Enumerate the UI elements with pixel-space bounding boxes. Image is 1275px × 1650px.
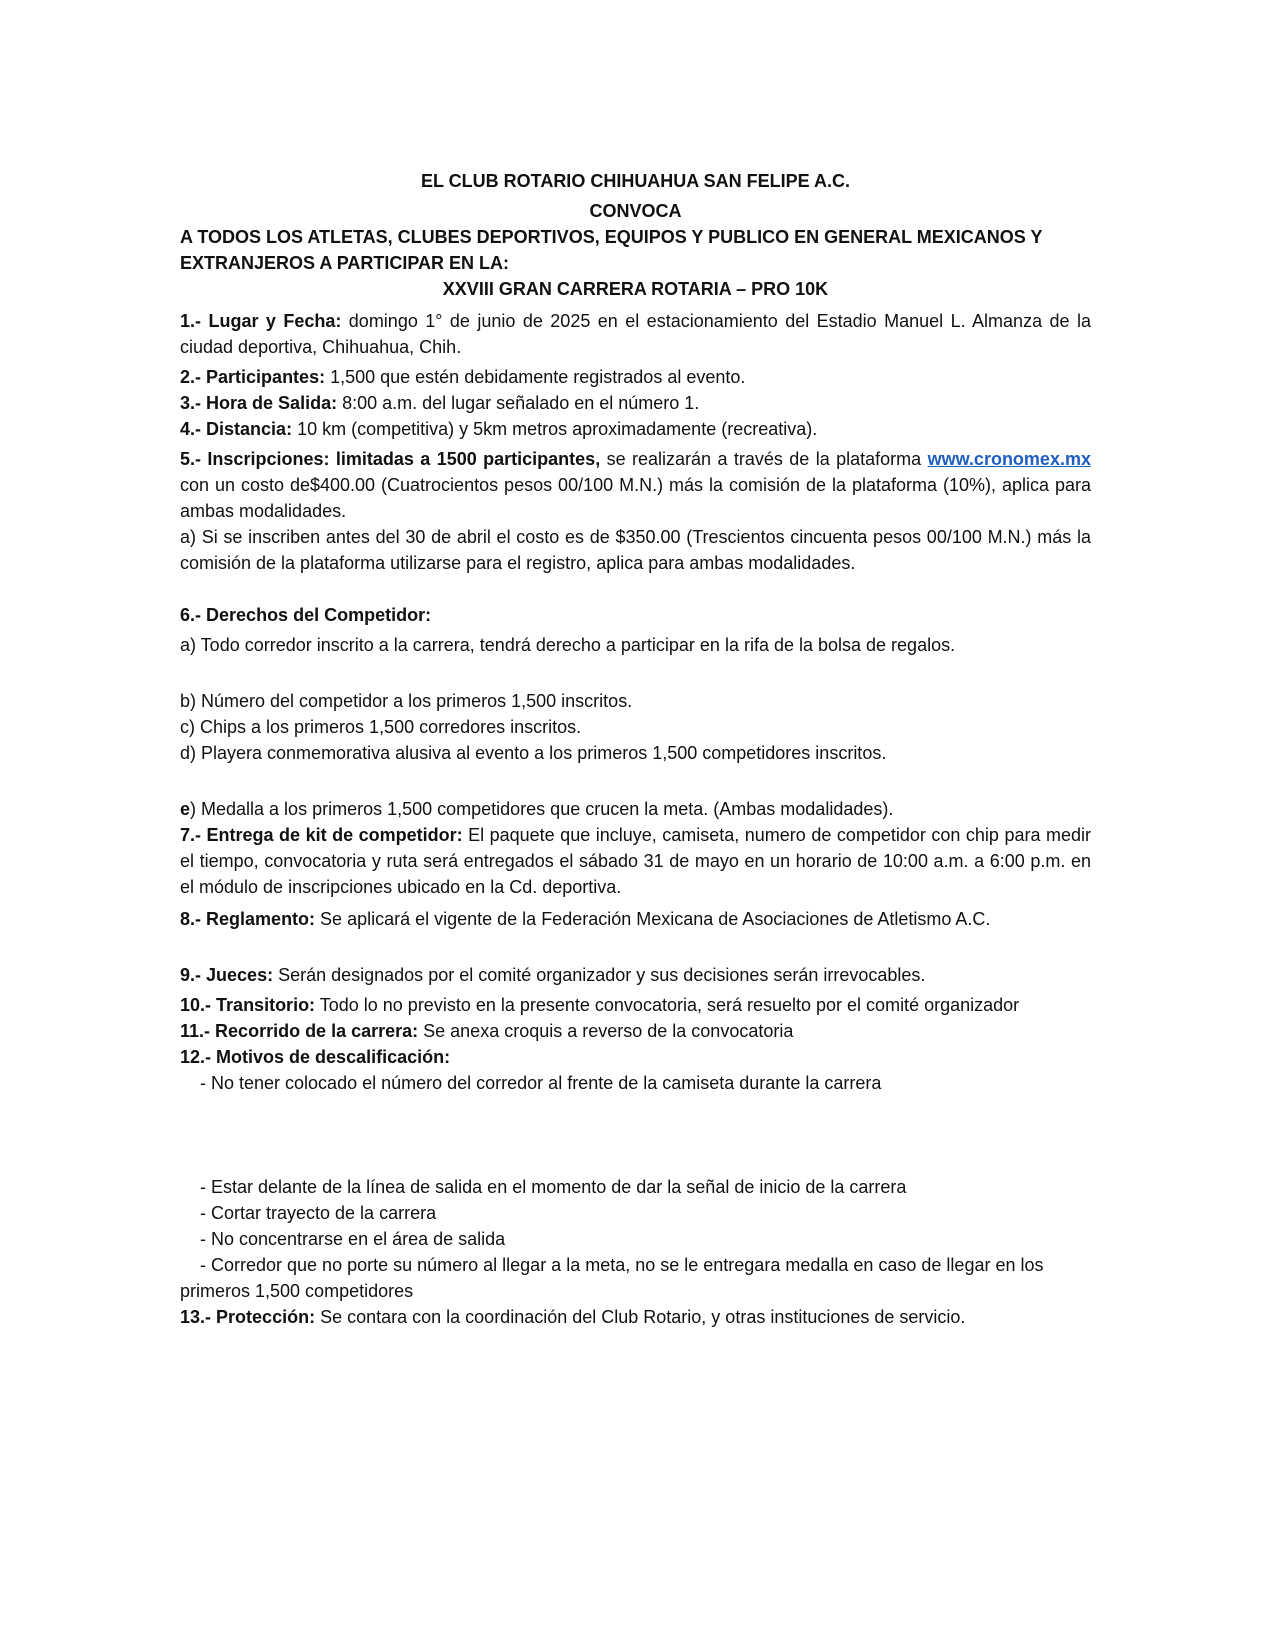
document-page — [180, 168, 1091, 1330]
section-number: 13.- — [180, 1307, 212, 1327]
convoca-heading: CONVOCA — [589, 201, 682, 221]
section-number: 11.- — [180, 1021, 211, 1041]
spacer — [180, 1122, 1091, 1148]
section-title: Jueces: — [206, 965, 274, 985]
section-number: 1.- — [180, 311, 202, 331]
cronomex-link[interactable]: www.cronomex.mx — [927, 449, 1091, 469]
section-title: Motivos de descalificación: — [216, 1047, 451, 1067]
event-title: XXVIII GRAN CARRERA ROTARIA – PRO 10K — [442, 279, 829, 299]
section-text: El paquete que incluye, camiseta, numero de competidor con chip para medir el tiempo, convocatoria y ruta será entregados el sábado 31 de mayo en un horario de 10:00 a.m. a 6:00 p.m. en el módulo de inscripciones ubicado en la Cd. deportiva. — [180, 825, 1091, 897]
section-10 — [180, 992, 1091, 1018]
section-number: 9.- — [180, 965, 202, 985]
section-6-item-e — [180, 796, 1091, 822]
section-text: Se aplicará el vigente de la Federación Mexicana de Asociaciones de Atletismo A.C. — [315, 909, 991, 929]
audience-line: A TODOS LOS ATLETAS, CLUBES DEPORTIVOS, EQUIPOS Y PUBLICO EN GENERAL MEXICANOS Y EXTRANJEROS A PARTICIPAR EN LA: — [180, 227, 1043, 273]
section-number: 5.- — [180, 449, 202, 469]
disqualification-item: - Estar delante de la línea de salida en el momento de dar la señal de inicio de la carrera — [200, 1177, 907, 1197]
disqualification-item: - Corredor que no porte su número al llegar a la meta, no se le entregara medalla en caso de llegar en los primeros 1,500 competidores — [180, 1255, 1044, 1301]
section-12-heading — [180, 1044, 1091, 1070]
spacer — [180, 1148, 1091, 1174]
section-number: 2.- — [180, 367, 202, 387]
section-text: 1,500 que estén debidamente registrados al evento. — [325, 367, 746, 387]
section-8 — [180, 906, 1091, 932]
section-text: 10 km (competitiva) y 5km metros aproximadamente (recreativa). — [292, 419, 818, 439]
section-text: Todo lo no previsto en la presente convocatoria, será resuelto por el comité organizador — [315, 995, 1020, 1015]
section-text: se realizarán a través de la plataforma — [600, 449, 928, 469]
section-6-heading — [180, 602, 1091, 628]
section-title: Derechos del Competidor: — [206, 605, 432, 625]
section-4 — [180, 416, 1091, 442]
section-title: Protección: — [216, 1307, 316, 1327]
section-text: Se contara con la coordinación del Club Rotario, y otras instituciones de servicio. — [315, 1307, 966, 1327]
spacer — [180, 766, 1091, 792]
section-number: 4.- — [180, 419, 202, 439]
section-number: 3.- — [180, 393, 202, 413]
section-number: 12.- — [180, 1047, 212, 1067]
spacer — [180, 576, 1091, 602]
section-title: Reglamento: — [206, 909, 316, 929]
section-6-item-a: a) Todo corredor inscrito a la carrera, tendrá derecho a participar en la rifa de la bolsa de regalos. — [180, 635, 956, 655]
section-3 — [180, 390, 1091, 416]
section-6-item-b: b) Número del competidor a los primeros 1,500 inscritos. — [180, 691, 633, 711]
section-title: Distancia: — [206, 419, 293, 439]
spacer — [180, 1096, 1091, 1122]
section-number: 7.- — [180, 825, 202, 845]
section-title: Recorrido de la carrera: — [215, 1021, 419, 1041]
section-11 — [180, 1018, 1091, 1044]
section-text: Se anexa croquis a reverso de la convocatoria — [418, 1021, 794, 1041]
section-title: Inscripciones: limitadas a 1500 participantes, — [207, 449, 601, 469]
disqualification-item: - No concentrarse en el área de salida — [200, 1229, 506, 1249]
section-5-item-a: a) Si se inscriben antes del 30 de abril el costo es de $350.00 (Trescientos cincuenta pesos 00/100 M.N.) más la comisión de la plataforma utilizarse para el registro, aplica para ambas modalidades. — [180, 527, 1091, 573]
section-number: 8.- — [180, 909, 202, 929]
section-9 — [180, 962, 1091, 988]
disqualification-item: - Cortar trayecto de la carrera — [200, 1203, 437, 1223]
org-title: EL CLUB ROTARIO CHIHUAHUA SAN FELIPE A.C. — [420, 171, 850, 191]
section-2 — [180, 364, 1091, 390]
section-1 — [180, 308, 1091, 360]
section-6-item-c: c) Chips a los primeros 1,500 corredores inscritos. — [180, 717, 582, 737]
section-title: Lugar y Fecha: — [208, 311, 342, 331]
disqualification-item: - No tener colocado el número del corredor al frente de la camiseta durante la carrera — [200, 1073, 882, 1093]
section-5 — [180, 446, 1091, 524]
section-7 — [180, 822, 1091, 900]
section-title: Transitorio: — [216, 995, 316, 1015]
spacer — [180, 658, 1091, 684]
section-text: domingo 1° de junio de 2025 en el estacionamiento del Estadio Manuel L. Almanza de la ciudad deportiva, Chihuahua, Chih. — [180, 311, 1091, 357]
section-number: 6.- — [180, 605, 202, 625]
section-number: 10.- — [180, 995, 212, 1015]
section-text: con un costo de$400.00 (Cuatrocientos pesos 00/100 M.N.) más la comisión de la plataforma (10%), aplica para ambas modalidades. — [180, 475, 1091, 521]
section-text: 8:00 a.m. del lugar señalado en el número 1. — [337, 393, 700, 413]
section-title: Hora de Salida: — [206, 393, 338, 413]
section-text: Serán designados por el comité organizador y sus decisiones serán irrevocables. — [273, 965, 926, 985]
section-title: Entrega de kit de competidor: — [206, 825, 463, 845]
section-6-item-d: d) Playera conmemorativa alusiva al evento a los primeros 1,500 competidores inscritos. — [180, 743, 887, 763]
item-letter: e — [180, 799, 191, 819]
section-13 — [180, 1304, 1091, 1330]
spacer — [180, 932, 1091, 958]
section-title: Participantes: — [206, 367, 326, 387]
item-text: ) Medalla a los primeros 1,500 competidores que crucen la meta. (Ambas modalidades). — [190, 799, 894, 819]
